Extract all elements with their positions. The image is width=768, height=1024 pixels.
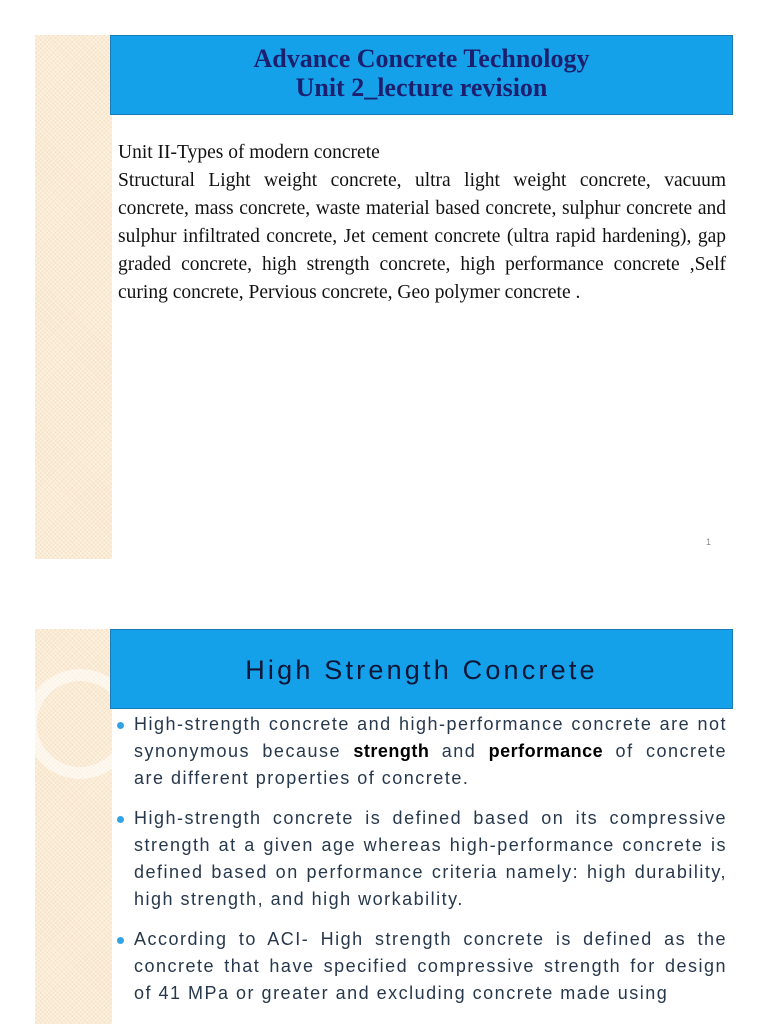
slide-2 [35, 629, 733, 1024]
bullet-icon [117, 937, 124, 944]
bullet-list [115, 709, 727, 1020]
decorative-ring [35, 669, 112, 779]
bullet-icon [117, 722, 124, 729]
title-bar [110, 629, 733, 709]
bullet-text: According to ACI- High strength concrete is defined as the concrete that have specified compressive strength for design of 41 MPa or greater and excluding concrete made using [134, 929, 727, 1003]
slide-sidebar [35, 35, 112, 559]
slide-title-line-1: Advance Concrete Technology [253, 44, 590, 73]
slide-body [118, 139, 726, 307]
slide-title-line-2: Unit 2_lecture revision [295, 73, 548, 102]
bullet-text: of concrete are different properties of concrete. [134, 741, 727, 788]
concrete-types-paragraph: Structural Light weight concrete, ultra light weight concrete, vacuum concrete, mass concrete, waste material based concrete, sulphur concrete and sulphur infiltrated concrete, Jet cement concrete (ultra rapid hardening), gap graded concrete, high strength concrete, high performance concrete ,Self curing concrete, Pervious concrete, Geo polymer concrete . [118, 170, 726, 303]
bold-term: performance [488, 741, 604, 761]
slide-title: High Strength Concrete [245, 655, 598, 685]
bullet-icon [117, 816, 124, 823]
bullet-text: and [429, 741, 489, 761]
list-item [115, 711, 727, 792]
bullet-text: High-strength concrete is defined based on its compressive strength at a given age whereas high-performance concrete is defined based on performance criteria namely: high durability, high strength, and high workability. [134, 808, 727, 909]
slide-1 [35, 35, 733, 559]
bullet-text: High-strength concrete and high-performance concrete are not synonymous because [134, 714, 727, 761]
page-number: 1 [706, 537, 712, 547]
unit-heading: Unit II-Types of modern concrete [118, 142, 380, 163]
list-item [115, 805, 727, 913]
slide-sidebar [35, 629, 112, 1024]
bold-term: strength [353, 741, 430, 761]
list-item [115, 926, 727, 1007]
title-bar [110, 35, 733, 115]
